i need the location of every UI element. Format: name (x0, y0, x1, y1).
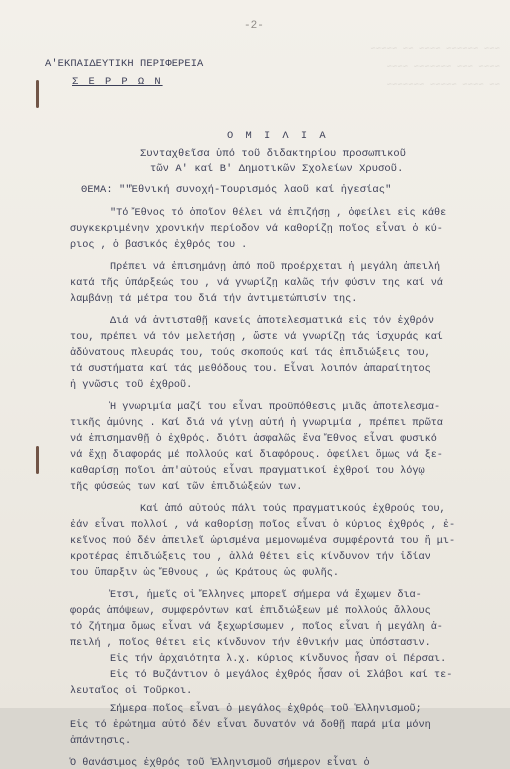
body-line: κεῖνος πού δέν ἀπειλεῖ ὡρισμένα μεμονωμένα συμφέροντά του ἤ μι- (70, 536, 456, 547)
staple-mark (36, 80, 39, 108)
body-line: Πρέπει νά ἐπισημάνῃ ἀπό ποῦ προέρχεται ἡ μεγάλη ἀπειλή (110, 262, 441, 273)
body-line: Ὁ θανάσιμος ἐχθρός τοῦ Ἑλληνισμοῦ σήμερον εἶναι ὁ (70, 758, 370, 769)
body-line: Εἰς τό ἐρώτημα αὐτό δέν εἶναι δυνατόν νά δοθῇ παρά μία μόνη (70, 720, 431, 731)
subtitle-line-1: Συνταχθεῖσα ὑπό τοῦ διδακτηρίου προσωπικοῦ (140, 148, 407, 160)
body-line: λευταῖος οἱ Τοῦρκοι. (70, 686, 193, 697)
body-line: ἐάν εἶναι πολλοί , νά καθορίσῃ ποῖος εἶναι ὁ κύριος ἐχθρός , ἐ- (70, 520, 456, 531)
body-line: του, πρέπει νά τόν μελετήσῃ , ὥστε νά γνωρίζῃ τάς ἰσχυράς καί (70, 332, 443, 343)
staple-mark (36, 446, 39, 474)
bleed-through-text: ~~~ ~~~~~~ ~~~~ ~~ ~~~~~ ~~~~ ~~~ ~~~~~~~ ~~~~ ~~ ~~~~ ~~~~~ ~~~~~~~ (370, 44, 500, 90)
document-title: Ο Μ Ι Λ Ι Α (227, 130, 329, 142)
body-line: τῆς φύσεώς των καί τῶν ἐπιδιώξεών των. (70, 482, 303, 493)
body-line: λαμβάνῃ τά μέτρα του διά τήν ἀντιμετώπισίν της. (70, 294, 358, 305)
body-line: ἡ γνῶσις τοῦ ἐχθροῦ. (70, 380, 193, 391)
theme-line: ΘΕΜΑ: ""Ἐθνική συνοχή-Τουρισμός λαοῦ καί ἡγεσίας" (81, 184, 392, 196)
body-line: νά ἐπισημανθῇ ὁ ἐχθρός. διότι ἀσφαλῶς ἕνα Ἔθνος εἶναι φυσικό (70, 434, 437, 445)
body-line: Εἰς τό Βυζάντιον ὁ μεγάλος ἐχθρός ἦσαν οἱ Σλάβοι καί τε- (110, 670, 453, 681)
page-mark: -2- (244, 20, 264, 32)
body-line: Καί ἀπό αὐτούς πάλι τούς πραγματικούς ἐχθρούς του, (140, 504, 446, 515)
body-line: τά συστήματα καί τάς μεθόδους του. Εἶναι λοιπόν ἀπαραίτητος (70, 364, 431, 375)
body-line: Ἡ γνωριμία μαζί του εἶναι προϋπόθεσις μιᾶς ἀποτελεσμα- (110, 402, 441, 413)
body-line: ἀδύνατους πλευράς του, τούς σκοπούς καί τάς ἐπιδιώξεις του, (70, 348, 431, 359)
body-line: καθαρίσῃ ποῖοι ἀπ'αὐτούς εἶναι πραγματικοί ἐχθροί του λόγῳ (70, 466, 425, 477)
body-line: τικῆς ἀμύνης . Καί διά νά γίνῃ αὐτή ἡ γνωριμία , πρέπει πρῶτα (70, 418, 443, 429)
body-line: φοράς ἀπόψεων, συμφερόντων καί ἐπιδιώξεων μέ πολλούς ἄλλους (70, 606, 431, 617)
body-line: Εἰς τήν ἀρχαιότητα λ.χ. κύριος κίνδυνος ἦσαν οἱ Πέρσαι. (110, 654, 447, 665)
body-line: Διά νά ἀντισταθῇ κανείς ἀποτελεσματικά εἰς τόν ἐχθρόν (110, 316, 435, 327)
body-line: νά ἔχῃ διαφοράς μέ πολλούς καί διαφόρους. ὀφείλει ὅμως νά ξε- (70, 450, 443, 461)
header-line-1: Α'ΕΚΠΑΙΔΕΥΤΙΚΗ ΠΕΡΙΦΕΡΕΙΑ (45, 58, 204, 70)
body-line: ἀπάντησις. (70, 736, 132, 747)
body-line: του ὕπαρξιν ὡς Ἔθνους , ὡς Κράτους ὡς φυλῆς. (70, 568, 339, 579)
header-line-2: Σ Ε Ρ Ρ Ω Ν (72, 76, 163, 88)
body-line: Σήμερα ποῖος εἶναι ὁ μεγάλος ἐχθρός τοῦ Ἑλληνισμοῦ; (110, 704, 422, 715)
body-line: συγκεκριμένην χρονικήν περίοδον νά καθορίζῃ ποῖος εἶναι ὁ κύ- (70, 224, 443, 235)
subtitle-line-2: τῶν Α' καί Β' Δημοτικῶν Σχολείων Χρυσοῦ. (150, 163, 404, 175)
body-line: τό ζήτημα ὅμως εἶναι νά ξεχωρίσωμεν , ποῖος εἶναι ἡ μεγάλη ἀ- (70, 622, 443, 633)
body-line: πειλή , ποῖος θέτει εἰς κίνδυνον τήν ἐθνικήν μας ὑπόστασιν. (70, 638, 431, 649)
body-line: κροτέρας ἐπιδιώξεις του , ἀλλά θέτει εἰς κίνδυνον τήν ἰδίαν (70, 552, 431, 563)
body-line: κατά τῆς ὑπάρξεώς του , νά γνωρίζῃ καλῶς τήν φύσιν της καί νά (70, 278, 443, 289)
body-line: Ἐτσι, ἡμεῖς οἱ Ἕλληνες μπορεῖ σήμερα νά ἔχωμεν δια- (110, 590, 422, 601)
body-line: ριος , ὁ βασικός ἐχθρός του . (70, 240, 248, 251)
body-line: "Τό Ἔθνος τό ὁποῖον θέλει νά ἐπιζήσῃ , ὀφείλει εἰς κάθε (110, 208, 447, 219)
